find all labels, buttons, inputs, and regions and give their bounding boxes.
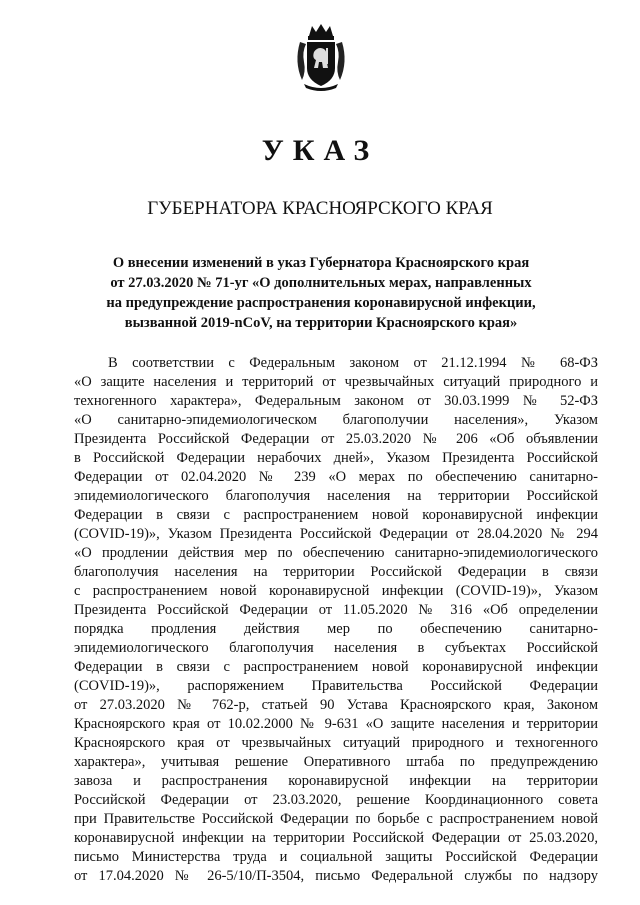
body-line: от 17.04.2020 № 26-5/10/П-3504, письмо Федеральной службы по надзору xyxy=(74,868,598,884)
body-line: Президента Российской Федерации от 11.05.2020 № 316 «Об определении xyxy=(74,602,598,618)
body-line: (COVID-19)», Указом Президента Российской Федерации от 28.04.2020 № 294 xyxy=(74,526,598,542)
coat-of-arms-icon xyxy=(292,22,350,92)
body-line: при Правительстве Российской Федерации по борьбе с распространением новой xyxy=(74,811,598,827)
document-title: УКАЗ xyxy=(261,134,379,167)
body-line: завоза и распространения коронавирусной инфекции на территории xyxy=(74,773,598,789)
heading-line: на предупреждение распространения коронавирусной инфекции, xyxy=(106,295,536,311)
body-line: письмо Министерства труда и социальной защиты Российской Федерации xyxy=(74,849,598,865)
body-line: В соответствии с Федеральным законом от 21.12.1994 № 68-ФЗ xyxy=(108,355,598,371)
document-body xyxy=(74,354,598,886)
document-issuer: ГУБЕРНАТОРА КРАСНОЯРСКОГО КРАЯ xyxy=(147,198,493,219)
body-line: «О продлении действия мер по обеспечению санитарно-эпидемиологического xyxy=(74,545,598,561)
body-line: в Российской Федерации нерабочих дней», Указом Президента Российской xyxy=(74,450,598,466)
body-line: Красноярского края от 10.02.2000 № 9-631 «О защите населения и территории xyxy=(74,716,598,732)
body-line: эпидемиологического благополучия населения в субъектах Российской xyxy=(74,640,598,656)
body-line: Федерации в связи с распространением новой коронавирусной инфекции xyxy=(74,507,598,523)
body-line: Президента Российской Федерации от 25.03.2020 № 206 «Об объявлении xyxy=(74,431,598,447)
body-line: порядка продления действия мер по обеспечению санитарно- xyxy=(74,621,598,637)
body-line: с распространением новой коронавирусной инфекции (COVID-19)», Указом xyxy=(74,583,598,599)
body-line: эпидемиологического благополучия населения на территории Российской xyxy=(74,488,598,504)
body-line: Федерации от 02.04.2020 № 239 «О мерах по обеспечению санитарно- xyxy=(74,469,598,485)
heading-line: О внесении изменений в указ Губернатора Красноярского края xyxy=(112,255,530,271)
body-line: характера», учитывая решение Оперативного штаба по предупреждению xyxy=(74,754,598,770)
body-line: «О санитарно-эпидемиологическом благополучии населения», Указом xyxy=(74,412,598,428)
body-line: от 27.03.2020 № 762-р, статьей 90 Устава Красноярского края, Законом xyxy=(74,697,598,713)
body-line: «О защите населения и территорий от чрезвычайных ситуаций природного и xyxy=(74,374,598,390)
document-heading xyxy=(86,253,556,333)
body-line: благополучия населения на территории Российской Федерации в связи xyxy=(74,564,598,580)
body-line: техногенного характера», Федеральным законом от 30.03.1999 № 52-ФЗ xyxy=(74,393,598,409)
body-line: (COVID-19)», распоряжением Правительства Российской Федерации xyxy=(74,678,598,694)
body-line: Красноярского края от чрезвычайных ситуаций природного и техногенного xyxy=(74,735,598,751)
heading-line: от 27.03.2020 № 71-уг «О дополнительных мерах, направленных xyxy=(110,275,532,291)
body-line: Федерации в связи с распространением новой коронавирусной инфекции xyxy=(74,659,598,675)
body-line: Российской Федерации от 23.03.2020, решение Координационного совета xyxy=(74,792,598,808)
body-line: коронавирусной инфекции на территории Российской Федерации от 25.03.2020, xyxy=(74,830,598,846)
heading-line: вызванной 2019-nCoV, на территории Красноярского края» xyxy=(124,315,518,331)
